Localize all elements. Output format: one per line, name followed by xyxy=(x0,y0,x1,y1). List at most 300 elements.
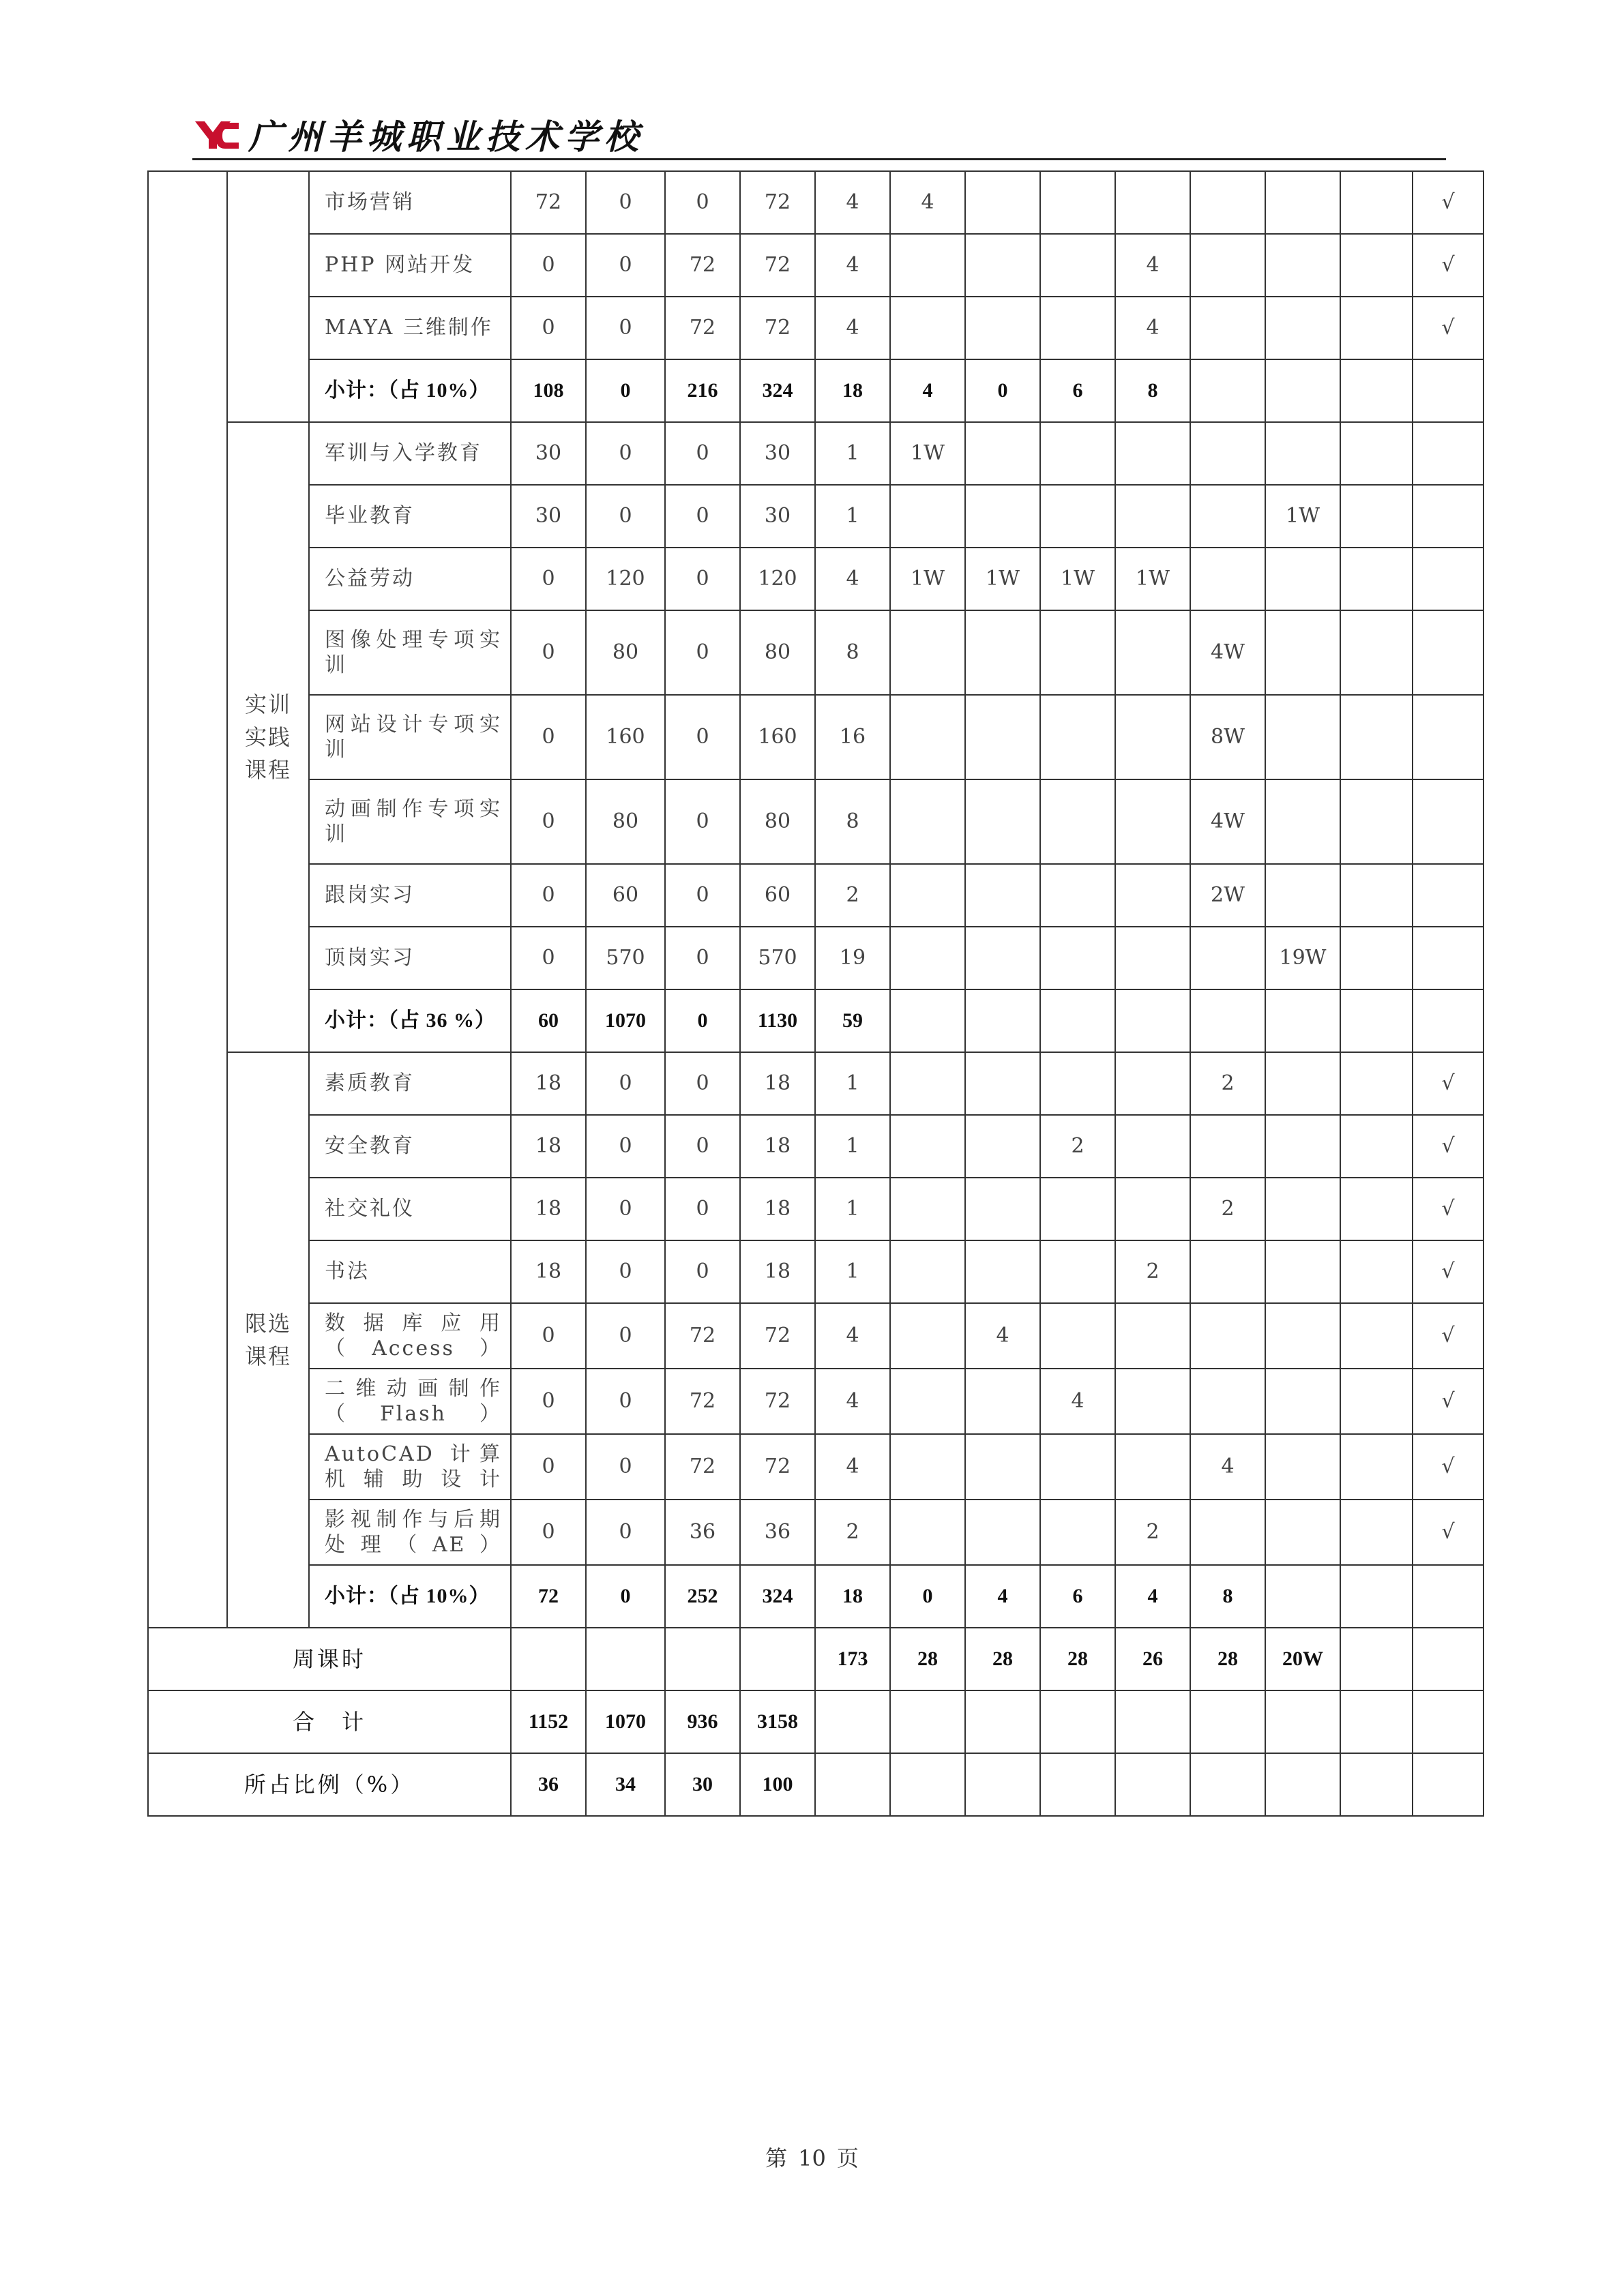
table-cell: 252 xyxy=(665,1565,740,1628)
table-cell xyxy=(1115,1690,1190,1753)
table-cell xyxy=(1115,864,1190,927)
table-cell: 4 xyxy=(1190,1434,1265,1500)
table-cell: 1 xyxy=(815,1115,890,1178)
table-cell xyxy=(1413,359,1483,422)
table-cell xyxy=(1265,1052,1340,1115)
table-cell xyxy=(1340,610,1413,695)
table-cell xyxy=(1265,1178,1340,1240)
table-cell: 28 xyxy=(1040,1628,1115,1690)
course-name: 安全教育 xyxy=(309,1115,511,1178)
table-cell xyxy=(1413,779,1483,864)
category-cell xyxy=(227,171,309,422)
table-cell xyxy=(511,1628,586,1690)
table-row xyxy=(148,1052,1483,1115)
course-name: 网站设计专项实训 xyxy=(309,695,511,779)
table-cell xyxy=(1115,927,1190,989)
table-cell xyxy=(1040,422,1115,485)
table-row xyxy=(148,548,1483,610)
table-cell xyxy=(890,1753,965,1816)
table-cell: 4 xyxy=(1115,297,1190,359)
table-cell xyxy=(1413,1753,1483,1816)
table-cell: 324 xyxy=(740,1565,815,1628)
table-cell: √ xyxy=(1413,1500,1483,1565)
table-cell: 4 xyxy=(815,1369,890,1434)
table-cell: 1W xyxy=(965,548,1040,610)
table-cell: 36 xyxy=(740,1500,815,1565)
table-cell: 4 xyxy=(815,171,890,234)
table-cell xyxy=(1340,864,1413,927)
table-cell: 0 xyxy=(511,1303,586,1369)
table-cell: 18 xyxy=(740,1052,815,1115)
table-cell xyxy=(1265,171,1340,234)
table-cell: 80 xyxy=(586,779,665,864)
page-footer xyxy=(0,2141,1624,2173)
table-cell: 120 xyxy=(740,548,815,610)
category-label xyxy=(227,1052,309,1628)
table-cell: 0 xyxy=(511,695,586,779)
table-cell: √ xyxy=(1413,1052,1483,1115)
table-cell xyxy=(1413,422,1483,485)
subtotal-row xyxy=(148,989,1483,1052)
table-cell: 8 xyxy=(815,779,890,864)
table-cell xyxy=(890,1690,965,1753)
ratio-row xyxy=(148,1753,1483,1816)
table-row xyxy=(148,927,1483,989)
table-cell xyxy=(815,1753,890,1816)
table-cell xyxy=(1040,1240,1115,1303)
table-cell: 8 xyxy=(815,610,890,695)
table-cell xyxy=(965,1369,1040,1434)
table-cell xyxy=(1340,1434,1413,1500)
table-cell xyxy=(1115,171,1190,234)
table-cell: 173 xyxy=(815,1628,890,1690)
table-cell: 1152 xyxy=(511,1690,586,1753)
table-cell: 30 xyxy=(740,422,815,485)
table-cell: 16 xyxy=(815,695,890,779)
course-name: AutoCAD 计算机辅助设计 xyxy=(309,1434,511,1500)
page-number: 10 xyxy=(798,2145,826,2171)
table-cell: 18 xyxy=(511,1240,586,1303)
table-cell xyxy=(890,864,965,927)
table-cell xyxy=(965,1753,1040,1816)
page-suffix: 页 xyxy=(836,2145,859,2171)
table-cell xyxy=(1190,548,1265,610)
table-cell xyxy=(1190,1753,1265,1816)
table-cell: 0 xyxy=(511,1434,586,1500)
table-cell: 72 xyxy=(665,234,740,297)
table-cell xyxy=(1115,485,1190,548)
table-cell xyxy=(890,927,965,989)
table-cell: 1W xyxy=(890,548,965,610)
table-cell xyxy=(890,779,965,864)
table-cell xyxy=(1265,989,1340,1052)
table-cell: 0 xyxy=(586,171,665,234)
table-cell xyxy=(1115,1369,1190,1434)
table-cell: 1W xyxy=(890,422,965,485)
table-cell xyxy=(1190,927,1265,989)
table-cell: 0 xyxy=(965,359,1040,422)
table-cell xyxy=(1265,1690,1340,1753)
course-name: PHP 网站开发 xyxy=(309,234,511,297)
page-header xyxy=(195,110,644,158)
school-name: 广州羊城职业技术学校 xyxy=(248,117,644,157)
table-cell xyxy=(1413,610,1483,695)
table-cell: 6 xyxy=(1040,359,1115,422)
table-cell: 1130 xyxy=(740,989,815,1052)
table-cell xyxy=(1340,1628,1413,1690)
table-cell xyxy=(1115,610,1190,695)
table-cell: 0 xyxy=(511,297,586,359)
course-name: 小计：（占 36 %） xyxy=(309,989,511,1052)
table-row xyxy=(148,1178,1483,1240)
table-cell: 18 xyxy=(815,1565,890,1628)
table-cell: 72 xyxy=(740,234,815,297)
table-cell: 0 xyxy=(511,234,586,297)
table-cell xyxy=(965,234,1040,297)
table-cell xyxy=(965,1115,1040,1178)
table-cell: 0 xyxy=(665,422,740,485)
table-cell: 0 xyxy=(665,695,740,779)
weekly-row xyxy=(148,1628,1483,1690)
course-name: 小计：（占 10%） xyxy=(309,359,511,422)
table-cell xyxy=(1115,989,1190,1052)
table-cell xyxy=(1190,1115,1265,1178)
table-cell: √ xyxy=(1413,234,1483,297)
table-cell: 0 xyxy=(665,1240,740,1303)
table-cell: 4 xyxy=(1040,1369,1115,1434)
table-cell xyxy=(1265,422,1340,485)
table-cell xyxy=(965,989,1040,1052)
table-cell xyxy=(1413,864,1483,927)
table-cell xyxy=(1340,695,1413,779)
table-cell: √ xyxy=(1413,1115,1483,1178)
ratio-label: 所占比例（%） xyxy=(148,1753,511,1816)
table-cell xyxy=(1265,297,1340,359)
table-cell xyxy=(1190,234,1265,297)
table-cell xyxy=(1040,989,1115,1052)
table-row xyxy=(148,1115,1483,1178)
table-cell xyxy=(890,1240,965,1303)
table-cell: 3158 xyxy=(740,1690,815,1753)
table-cell xyxy=(1040,1434,1115,1500)
table-cell: √ xyxy=(1413,1240,1483,1303)
table-cell: 0 xyxy=(890,1565,965,1628)
course-name: 二维动画制作（Flash） xyxy=(309,1369,511,1434)
table-cell xyxy=(1340,1369,1413,1434)
table-cell xyxy=(1115,1115,1190,1178)
table-cell xyxy=(1190,422,1265,485)
table-cell: 72 xyxy=(511,1565,586,1628)
table-cell xyxy=(890,989,965,1052)
course-name: 军训与入学教育 xyxy=(309,422,511,485)
table-cell xyxy=(965,1240,1040,1303)
table-cell: 4 xyxy=(815,1434,890,1500)
table-cell: 18 xyxy=(815,359,890,422)
table-cell: 72 xyxy=(740,1303,815,1369)
group-cell xyxy=(148,171,227,1628)
table-cell: √ xyxy=(1413,1303,1483,1369)
table-cell: 0 xyxy=(586,485,665,548)
table-cell xyxy=(665,1628,740,1690)
total-label: 合 计 xyxy=(148,1690,511,1753)
table-cell: 72 xyxy=(665,297,740,359)
table-cell: 936 xyxy=(665,1690,740,1753)
table-cell xyxy=(1040,1500,1115,1565)
table-cell xyxy=(1340,989,1413,1052)
table-cell xyxy=(965,927,1040,989)
table-cell: 1 xyxy=(815,485,890,548)
table-cell: 324 xyxy=(740,359,815,422)
table-cell: 0 xyxy=(665,927,740,989)
course-name: 顶岗实习 xyxy=(309,927,511,989)
table-cell xyxy=(1190,1369,1265,1434)
table-cell xyxy=(1115,695,1190,779)
table-cell xyxy=(1413,485,1483,548)
table-cell xyxy=(890,1369,965,1434)
table-cell: 18 xyxy=(740,1240,815,1303)
table-row xyxy=(148,297,1483,359)
table-cell xyxy=(1340,1500,1413,1565)
table-cell: 4 xyxy=(1115,234,1190,297)
table-cell xyxy=(1265,1434,1340,1500)
table-cell xyxy=(815,1690,890,1753)
table-row xyxy=(148,1434,1483,1500)
table-cell: 0 xyxy=(586,1240,665,1303)
table-cell: 0 xyxy=(586,297,665,359)
table-cell: 6 xyxy=(1040,1565,1115,1628)
table-cell: 2 xyxy=(1115,1240,1190,1303)
table-cell: 120 xyxy=(586,548,665,610)
table-cell: 570 xyxy=(740,927,815,989)
table-cell xyxy=(1413,1565,1483,1628)
table-cell xyxy=(1190,1303,1265,1369)
table-cell: 0 xyxy=(586,1565,665,1628)
table-cell: 2 xyxy=(1190,1178,1265,1240)
table-cell: 18 xyxy=(511,1115,586,1178)
table-cell: 0 xyxy=(586,234,665,297)
table-cell: 2W xyxy=(1190,864,1265,927)
table-cell xyxy=(1413,695,1483,779)
table-cell xyxy=(1190,1690,1265,1753)
table-cell xyxy=(1413,989,1483,1052)
table-cell xyxy=(1265,779,1340,864)
table-cell xyxy=(1190,485,1265,548)
weekly-label: 周课时 xyxy=(148,1628,511,1690)
table-cell: 570 xyxy=(586,927,665,989)
table-cell: √ xyxy=(1413,171,1483,234)
category-text: 实训实践课程 xyxy=(244,691,291,783)
table-cell: 18 xyxy=(740,1178,815,1240)
course-name: MAYA 三维制作 xyxy=(309,297,511,359)
table-row xyxy=(148,1369,1483,1434)
table-cell xyxy=(965,422,1040,485)
table-cell xyxy=(1040,610,1115,695)
table-cell xyxy=(890,1115,965,1178)
page-prefix: 第 xyxy=(765,2145,788,2171)
table-cell xyxy=(890,1434,965,1500)
table-cell xyxy=(1265,1369,1340,1434)
table-cell: 0 xyxy=(586,1303,665,1369)
table-cell: 2 xyxy=(1115,1500,1190,1565)
table-cell: 0 xyxy=(665,1052,740,1115)
table-cell xyxy=(1340,1052,1413,1115)
table-cell xyxy=(1115,1052,1190,1115)
table-row xyxy=(148,1500,1483,1565)
table-cell: 0 xyxy=(586,1115,665,1178)
table-cell: 30 xyxy=(511,422,586,485)
table-cell xyxy=(1340,1115,1413,1178)
table-cell xyxy=(1040,485,1115,548)
course-name: 市场营销 xyxy=(309,171,511,234)
table-cell: 1 xyxy=(815,1240,890,1303)
table-cell xyxy=(1265,548,1340,610)
table-cell xyxy=(890,1500,965,1565)
table-cell xyxy=(1265,234,1340,297)
course-name: 毕业教育 xyxy=(309,485,511,548)
table-cell xyxy=(1190,989,1265,1052)
table-cell xyxy=(1340,1303,1413,1369)
table-cell xyxy=(1413,927,1483,989)
table-cell xyxy=(1340,359,1413,422)
table-cell xyxy=(1190,359,1265,422)
table-cell xyxy=(890,695,965,779)
table-cell: 160 xyxy=(740,695,815,779)
table-cell xyxy=(1340,1565,1413,1628)
table-cell: 72 xyxy=(740,297,815,359)
table-cell: 8W xyxy=(1190,695,1265,779)
table-cell xyxy=(1040,695,1115,779)
table-cell: 72 xyxy=(665,1369,740,1434)
table-cell: √ xyxy=(1413,1178,1483,1240)
table-cell: 0 xyxy=(586,1052,665,1115)
table-cell: 1W xyxy=(1040,548,1115,610)
table-cell xyxy=(965,1178,1040,1240)
total-row xyxy=(148,1690,1483,1753)
table-cell: 0 xyxy=(511,610,586,695)
table-cell xyxy=(1340,171,1413,234)
header-rule xyxy=(192,158,1446,160)
table-cell xyxy=(1340,234,1413,297)
table-cell xyxy=(1340,1753,1413,1816)
table-cell: 4 xyxy=(815,297,890,359)
table-cell xyxy=(965,779,1040,864)
table-cell: 1 xyxy=(815,1178,890,1240)
table-cell: 2 xyxy=(1040,1115,1115,1178)
subtotal-row xyxy=(148,359,1483,422)
table-cell: 0 xyxy=(665,1178,740,1240)
table-cell: 4 xyxy=(890,359,965,422)
table-cell xyxy=(1340,548,1413,610)
table-cell: 160 xyxy=(586,695,665,779)
table-row xyxy=(148,779,1483,864)
course-name: 社交礼仪 xyxy=(309,1178,511,1240)
table-cell: 1070 xyxy=(586,1690,665,1753)
table-cell: 59 xyxy=(815,989,890,1052)
table-cell xyxy=(1340,779,1413,864)
course-name: 影视制作与后期处理（AE） xyxy=(309,1500,511,1565)
table-cell xyxy=(1040,927,1115,989)
table-cell xyxy=(1040,1178,1115,1240)
table-cell: 2 xyxy=(1190,1052,1265,1115)
table-cell: 0 xyxy=(586,1369,665,1434)
table-cell: 26 xyxy=(1115,1628,1190,1690)
table-cell xyxy=(1413,1628,1483,1690)
table-cell: 0 xyxy=(511,548,586,610)
table-cell: 0 xyxy=(511,779,586,864)
table-row xyxy=(148,422,1483,485)
table-cell: 0 xyxy=(586,1500,665,1565)
table-cell: 4 xyxy=(890,171,965,234)
table-cell xyxy=(965,485,1040,548)
table-cell: 0 xyxy=(665,548,740,610)
table-cell: 1070 xyxy=(586,989,665,1052)
table-cell: 1 xyxy=(815,422,890,485)
table-cell: 0 xyxy=(665,989,740,1052)
table-cell xyxy=(1265,1115,1340,1178)
table-cell: 72 xyxy=(740,171,815,234)
course-name: 数据库应用（Access） xyxy=(309,1303,511,1369)
table-cell xyxy=(1340,1178,1413,1240)
category-text: 限选课程 xyxy=(244,1311,291,1369)
table-cell: 0 xyxy=(511,1500,586,1565)
table-cell: 72 xyxy=(665,1434,740,1500)
table-cell xyxy=(965,297,1040,359)
table-cell xyxy=(965,1500,1040,1565)
table-cell xyxy=(1040,297,1115,359)
table-cell xyxy=(1340,1690,1413,1753)
table-cell xyxy=(1265,1500,1340,1565)
table-cell: 36 xyxy=(665,1500,740,1565)
course-name: 跟岗实习 xyxy=(309,864,511,927)
table-cell: 72 xyxy=(511,171,586,234)
table-cell xyxy=(1040,779,1115,864)
table-cell xyxy=(1115,1434,1190,1500)
table-cell xyxy=(1115,422,1190,485)
table-cell: 8 xyxy=(1190,1565,1265,1628)
table-row xyxy=(148,1303,1483,1369)
table-cell xyxy=(1040,864,1115,927)
table-cell xyxy=(1340,1240,1413,1303)
table-cell: 100 xyxy=(740,1753,815,1816)
table-cell: 0 xyxy=(586,1434,665,1500)
table-row xyxy=(148,864,1483,927)
table-cell xyxy=(965,1434,1040,1500)
table-cell xyxy=(740,1628,815,1690)
table-cell: 30 xyxy=(665,1753,740,1816)
table-cell: 0 xyxy=(586,359,665,422)
subtotal-row xyxy=(148,1565,1483,1628)
table-cell: 1W xyxy=(1265,485,1340,548)
table-cell xyxy=(965,610,1040,695)
table-cell: √ xyxy=(1413,297,1483,359)
table-cell: 4 xyxy=(815,234,890,297)
table-row xyxy=(148,610,1483,695)
table-cell xyxy=(965,695,1040,779)
table-cell: 1W xyxy=(1115,548,1190,610)
table-cell: 30 xyxy=(740,485,815,548)
table-cell: 20W xyxy=(1265,1628,1340,1690)
table-cell: 0 xyxy=(665,610,740,695)
table-cell xyxy=(890,610,965,695)
table-row xyxy=(148,485,1483,548)
table-cell xyxy=(1340,297,1413,359)
course-name: 公益劳动 xyxy=(309,548,511,610)
table-cell: 4 xyxy=(965,1303,1040,1369)
table-cell: 2 xyxy=(815,1500,890,1565)
table-cell: 4 xyxy=(965,1565,1040,1628)
table-cell: 1 xyxy=(815,1052,890,1115)
course-name: 小计：（占 10%） xyxy=(309,1565,511,1628)
